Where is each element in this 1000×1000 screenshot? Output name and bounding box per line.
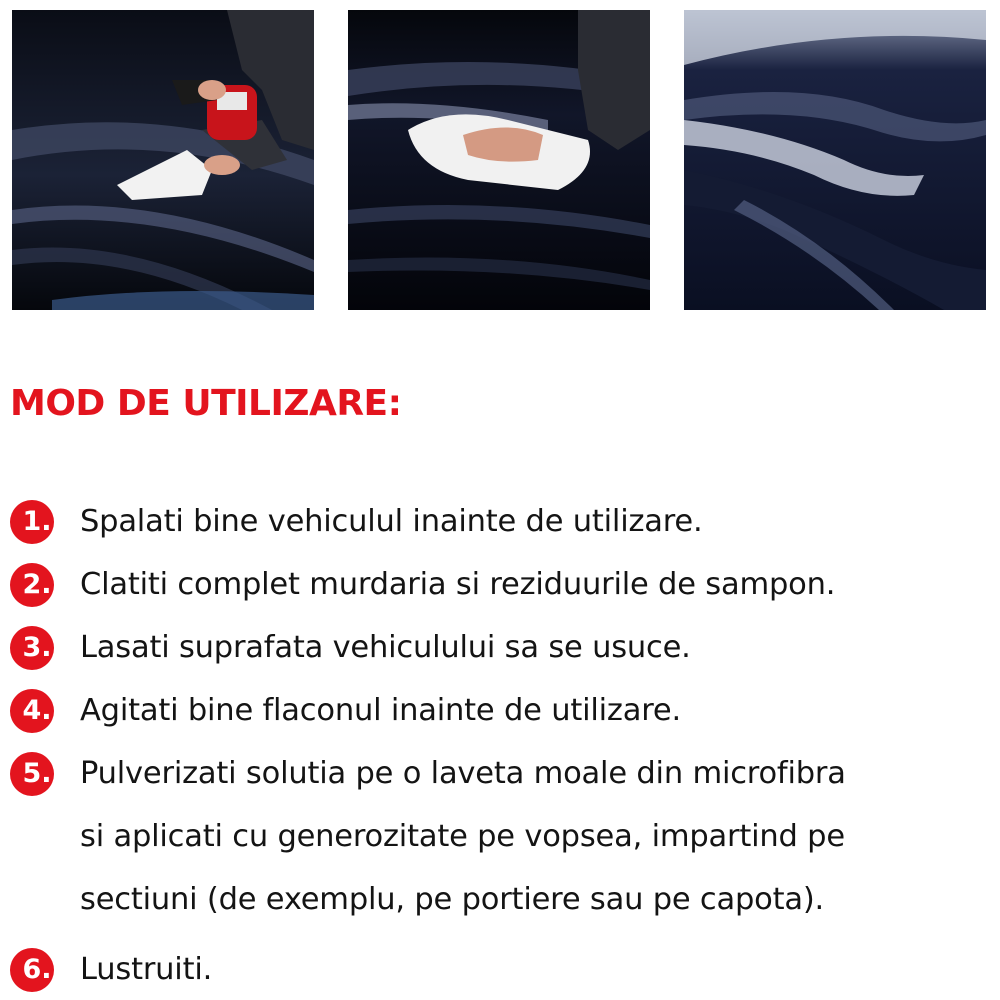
step-number-badge <box>10 563 60 607</box>
step-number: 2. <box>22 569 52 600</box>
page-title: MOD DE UTILIZARE: <box>10 383 402 424</box>
step-number: 4. <box>22 695 52 726</box>
step-text: Lustruiti. <box>80 952 213 987</box>
step-number-badge <box>10 500 60 544</box>
step-text: Clatiti complet murdaria si reziduurile de sampon. <box>80 567 836 602</box>
step-number-badge <box>10 752 60 796</box>
step-text: Spalati bine vehiculul inainte de utilizare. <box>80 504 703 539</box>
step-number: 3. <box>22 632 52 663</box>
step-number: 6. <box>22 954 52 985</box>
step-number-badge <box>10 689 60 733</box>
step-number-badge <box>10 626 60 670</box>
step-number: 5. <box>22 758 52 789</box>
step-text: si aplicati cu generozitate pe vopsea, impartind pe <box>80 819 845 854</box>
step-text: sectiuni (de exemplu, pe portiere sau pe capota). <box>80 882 825 917</box>
step-number-badge <box>10 948 60 992</box>
step-text: Agitati bine flaconul inainte de utilizare. <box>80 693 681 728</box>
step-text: Lasati suprafata vehiculului sa se usuce. <box>80 630 691 665</box>
step-text: Pulverizati solutia pe o laveta moale din microfibra <box>80 756 846 791</box>
step-number: 1. <box>22 506 52 537</box>
